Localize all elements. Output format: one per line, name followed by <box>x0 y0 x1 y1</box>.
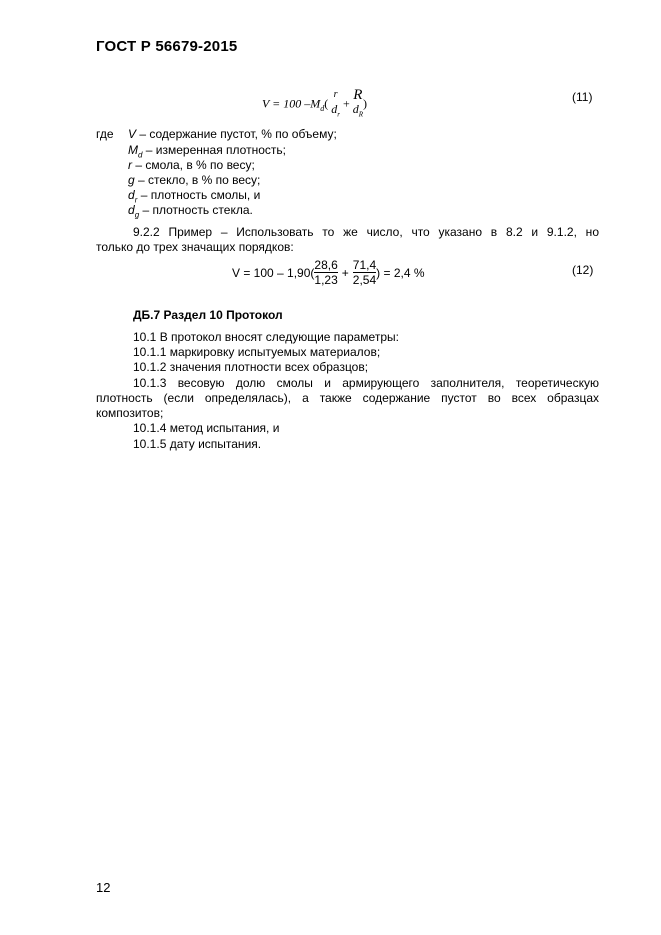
legend-item-v: V – содержание пустот, % по объему; <box>128 127 337 141</box>
legend-item-dg: $d_g$ – плотность стекла. <box>128 203 253 220</box>
formula-11-f1-den: d <box>331 102 338 116</box>
legend-item-dr: $d_r$ – плотность смолы, и <box>128 188 261 205</box>
formula-12-f1-num: 28,6 <box>314 258 338 272</box>
formula-11-plus: + <box>342 96 350 111</box>
formula-11-md-sub: d <box>320 103 325 113</box>
formula-12 <box>232 258 425 287</box>
legend-where: где <box>96 127 114 141</box>
formula-12-f2-num: 71,4 <box>352 258 377 272</box>
page-number: 12 <box>96 880 111 895</box>
item-10-1-3-line-2: плотность (если определялась), а также содержание пустот во всех образцах <box>96 391 599 405</box>
formula-11 <box>262 88 367 121</box>
formula-11-f2-den-sub: R <box>358 110 364 119</box>
formula-11-md: M <box>310 96 321 111</box>
formula-11-fraction-2 <box>353 88 363 121</box>
formula-12-fraction-1 <box>314 258 337 287</box>
legend-item-r: r – смола, в % по весу; <box>128 158 255 172</box>
equation-number-11: (11) <box>572 90 593 104</box>
item-10-1-1: 10.1.1 маркировку испытуемых материалов; <box>133 345 381 359</box>
formula-12-f2-den: 2,54 <box>352 273 377 287</box>
legend-item-g: g – стекло, в % по весу; <box>128 173 261 187</box>
section-heading: ДБ.7 Раздел 10 Протокол <box>133 308 283 322</box>
legend-item-md: $M_d$ – измеренная плотность; <box>128 143 286 160</box>
formula-11-close: ) <box>363 96 368 111</box>
formula-11-f1-num: r <box>333 89 338 100</box>
paragraph-922-line-1: 9.2.2 Пример – Использовать то же число, что указано в 8.2 и 9.1.2, но <box>133 225 599 239</box>
formula-11-f1-den-sub: r <box>337 110 340 119</box>
item-10-1-5: 10.1.5 дату испытания. <box>133 437 262 451</box>
item-10-1-3-line-3: композитов; <box>96 406 164 420</box>
document-code: ГОСТ Р 56679-2015 <box>96 38 238 55</box>
paragraph-922-line-2: только до трех значащих порядков: <box>96 240 294 254</box>
formula-11-fraction-1 <box>331 88 340 121</box>
formula-12-f1-den: 1,23 <box>314 273 338 287</box>
item-10-1-2: 10.1.2 значения плотности всех образцов; <box>133 360 369 374</box>
formula-12-rhs: ) = 2,4 % <box>376 265 425 280</box>
item-10-1-4: 10.1.4 метод испытания, и <box>133 421 280 435</box>
formula-11-f2-num: R <box>353 87 363 103</box>
formula-11-open: ( <box>324 96 329 111</box>
formula-11-f2-den: d <box>352 102 359 116</box>
equation-number-12: (12) <box>572 263 594 277</box>
item-10-1: 10.1 В протокол вносят следующие параметры: <box>133 330 399 344</box>
formula-12-plus: + <box>341 265 349 280</box>
formula-11-lhs: V = 100 – <box>262 96 311 111</box>
formula-12-lhs: V = 100 – 1,90( <box>232 265 315 280</box>
formula-12-fraction-2 <box>353 258 376 287</box>
item-10-1-3-line-1: 10.1.3 весовую долю смолы и армирующего заполнителя, теоретическую <box>133 376 599 390</box>
